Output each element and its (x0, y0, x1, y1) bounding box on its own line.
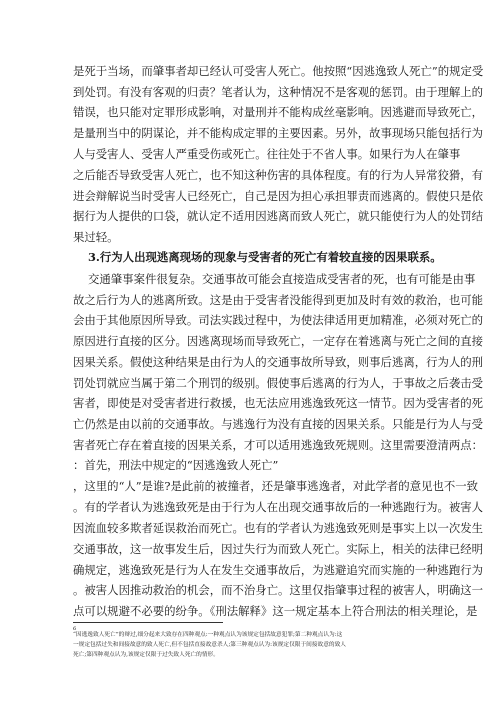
footnote-divider (73, 622, 223, 623)
text-line: 害者死亡存在着直接的因果关系，才可以适用逃逸致死规则。这里需要澄清两点： (73, 438, 484, 452)
footnote-line: 一规定包括过失和间接故意的致人死亡,但不包括直接故意杀人;第三种观点认为:该规定仅限于间接故意的致人 (73, 642, 346, 648)
text-line: 因果关系。假使这种结果是由行为人的交通事故所导致，则事后逃离，行为人的刑 (73, 355, 484, 369)
footnote-marker: 6 (73, 626, 77, 632)
text-line: 错误，也只能对定罪形成影响，对量刑并不能构成丝毫影响。因逃避而导致死亡， (73, 105, 484, 119)
text-line: ，这里的“人”是谁?是此前的被撞者，还是肇事逃逸者，对此学者的意见也不一致 (73, 479, 479, 493)
text-line: 据行为人提供的口袋，就认定不适用因逃离而致人死亡，就只能使行为人的处罚结 (73, 209, 484, 223)
text-line: 亡仍然是由以前的交通事故。与逃逸行为没有直接的因果关系。只能是行为人与受 (73, 417, 484, 431)
text-line: 交通事故，这一故事发生后，因过失行为而致人死亡。实际上，相关的法律已经明 (73, 542, 484, 556)
text-line: 故之后行为人的逃离所致。这是由于受害者没能得到更加及时有效的救治，也可能 (73, 293, 484, 307)
text-line: 交通肇事案件很复杂。交通事故可能会直接造成受害者的死，也有可能是由事 (88, 272, 476, 286)
text-line: 害者，即使是对受害者进行救援，也无法应用逃逸致死这一情节。因为受害者的死 (73, 396, 484, 410)
text-line: 是量刑当中的阴谋论，并不能构成定罪的主要因素。另外，故事现场只能包括行为 (73, 126, 484, 140)
text-line: 罚处罚就应当属于第二个刑罚的级别。假使事后逃离的行为人，于事故之后袭击受 (73, 376, 484, 390)
footnote-line: 死亡;第四种观点认为,该规定仅限于过失致人死亡的情形。 (73, 652, 219, 658)
text-line: 到处罚。有没有客观的归责？笔者认为，这种情况不是客观的惩罚。由于理解上的 (73, 85, 484, 99)
section-heading: 3.行为人出现逃离现场的现象与受害者的死亡有着较直接的因果联系。 (88, 250, 442, 264)
text-line: ：首先，刑法中规定的“因逃逸致人死亡” (73, 458, 279, 472)
text-line: 点可以规避不必要的纷争。《刑法解释》这一规定基本上符合刑法的相关理论，是 (73, 604, 478, 618)
text-line: 果过轻。 (73, 230, 119, 244)
text-line: 确规定，逃逸致死是行为人在发生交通事故后，为逃避追究而实施的一种逃跑行为 (73, 563, 484, 577)
text-line: 是死于当场，而肇事者却已经认可受害人死亡。他按照“因逃逸致人死亡”的规定受 (73, 64, 484, 78)
text-line: 之后能否导致受害人死亡，也不知这种伤害的具体程度。有的行为人异常狡猾，有 (73, 168, 484, 182)
text-line: 人与受害人、受害人严重受伤或死亡。往往处于不省人事。如果行为人在肇事 (73, 147, 461, 161)
text-line: 进会辩解说当时受害人已经死亡，自己是因为担心承担罪责而逃离的。假使只是依 (73, 189, 484, 203)
text-line: 。被害人因推动救治的机会，而不治身亡。这里仅指肇事过程的被害人，明确这一 (73, 583, 484, 597)
text-line: 会由于其他原因所导致。司法实践过程中，为使法律适用更加精准，必须对死亡的 (73, 313, 484, 327)
text-line: 原因进行直接的区分。因逃离现场而导致死亡，一定存在着逃离与死亡之间的直接 (73, 334, 484, 348)
footnote-line: “因逃逸致人死亡”的辩过,细分起来大致存在四种观点:一种观点认为该规定包括故意犯罪;第二种观点认为:这 (73, 632, 343, 638)
text-line: 因流血较多欺者延误救治而死亡。也有的学者认为逃逸致死则是事实上以一次发生 (73, 521, 484, 535)
text-line: 。有的学者认为逃逸致死是由于行为人在出现交通事故后的一种逃跑行为。被害人 (73, 500, 484, 514)
